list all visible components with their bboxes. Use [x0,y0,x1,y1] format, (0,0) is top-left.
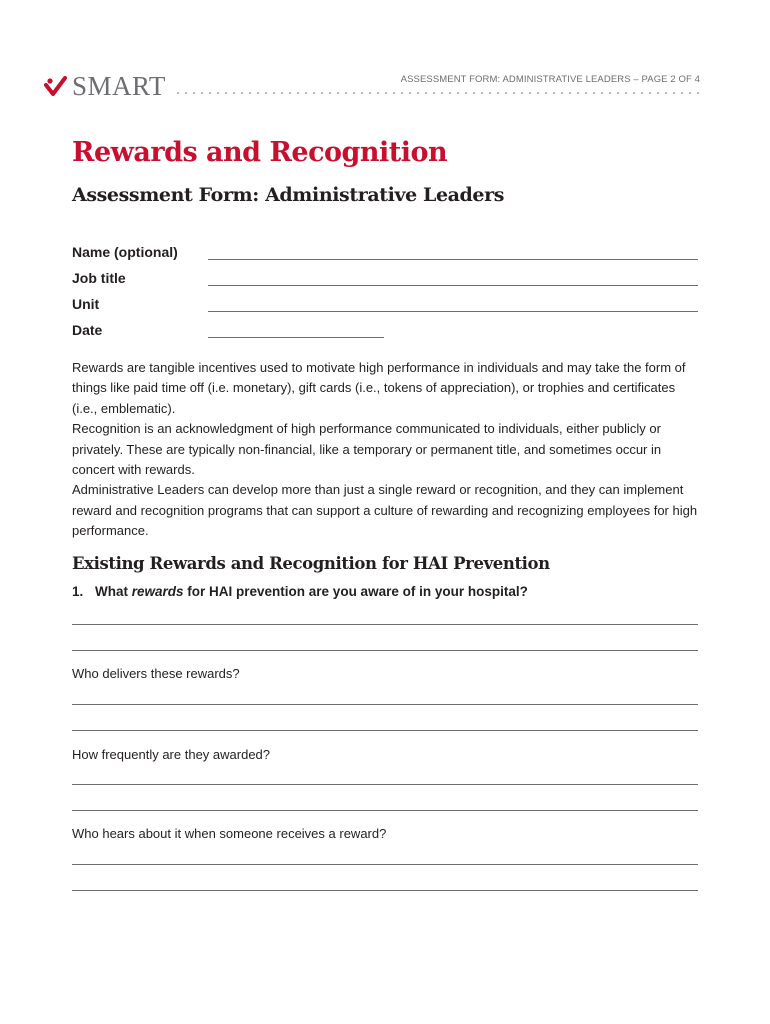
answer-line[interactable] [72,810,698,811]
name-field [72,244,698,264]
date-field [72,322,698,342]
name-field-label: Name (optional) [72,244,178,260]
page-title: Rewards and Recognition [72,137,448,168]
page-header [44,70,700,100]
unit-field [72,296,698,316]
page-label: ASSESSMENT FORM: ADMINISTRATIVE LEADERS – PAGE 2 OF 4 [400,74,700,85]
smart-logo [44,72,166,100]
logo-text: SMART [72,71,166,101]
check-heart-icon [44,72,72,100]
header-dotted-rule [174,92,700,94]
question-number: 1. [72,584,84,599]
question-emphasis: rewards [131,584,184,599]
page-subtitle: Assessment Form: Administrative Leaders [72,184,505,206]
prompt-who-hears: Who hears about it when someone receives a reward? [72,826,387,841]
date-field-label: Date [72,322,103,338]
answer-line[interactable] [72,704,698,705]
question-text-start: What [95,584,132,599]
job-title-field [72,270,698,290]
answer-line[interactable] [72,864,698,865]
name-field-line[interactable] [208,259,698,260]
unit-field-label: Unit [72,296,100,312]
prompt-how-frequently: How frequently are they awarded? [72,747,271,762]
answer-line[interactable] [72,784,698,785]
prompt-who-delivers: Who delivers these rewards? [72,666,240,681]
unit-field-line[interactable] [208,311,698,312]
answer-line[interactable] [72,650,698,651]
rewards-definition: Rewards are tangible incentives used to motivate high performance in individuals and may take the form of things like paid time off (i.e. monetary), gift cards (i.e., tokens of appreciation), or trophies and certificates (i.e., emblematic). [72,360,686,416]
question-text-end: for HAI prevention are you aware of in your hospital? [183,584,528,599]
programs-paragraph: Administrative Leaders can develop more than just a single reward or recognition, and they can implement reward and recognition programs that can support a culture of rewarding and recognizing employees for high performance. [72,482,698,539]
recognition-definition: Recognition is an acknowledgment of high performance communicated to individuals, either publicly or privately. These are typically non-financial, like a temporary or permanent title, and sometimes occur in concert with rewards. [72,421,662,478]
date-field-line[interactable] [208,337,384,338]
answer-line[interactable] [72,890,698,891]
job-title-field-label: Job title [72,270,126,286]
answer-line[interactable] [72,730,698,731]
intro-text [72,358,702,542]
answer-line[interactable] [72,624,698,625]
question-1 [72,584,528,599]
job-title-field-line[interactable] [208,285,698,286]
section-title: Existing Rewards and Recognition for HAI Prevention [72,554,550,573]
